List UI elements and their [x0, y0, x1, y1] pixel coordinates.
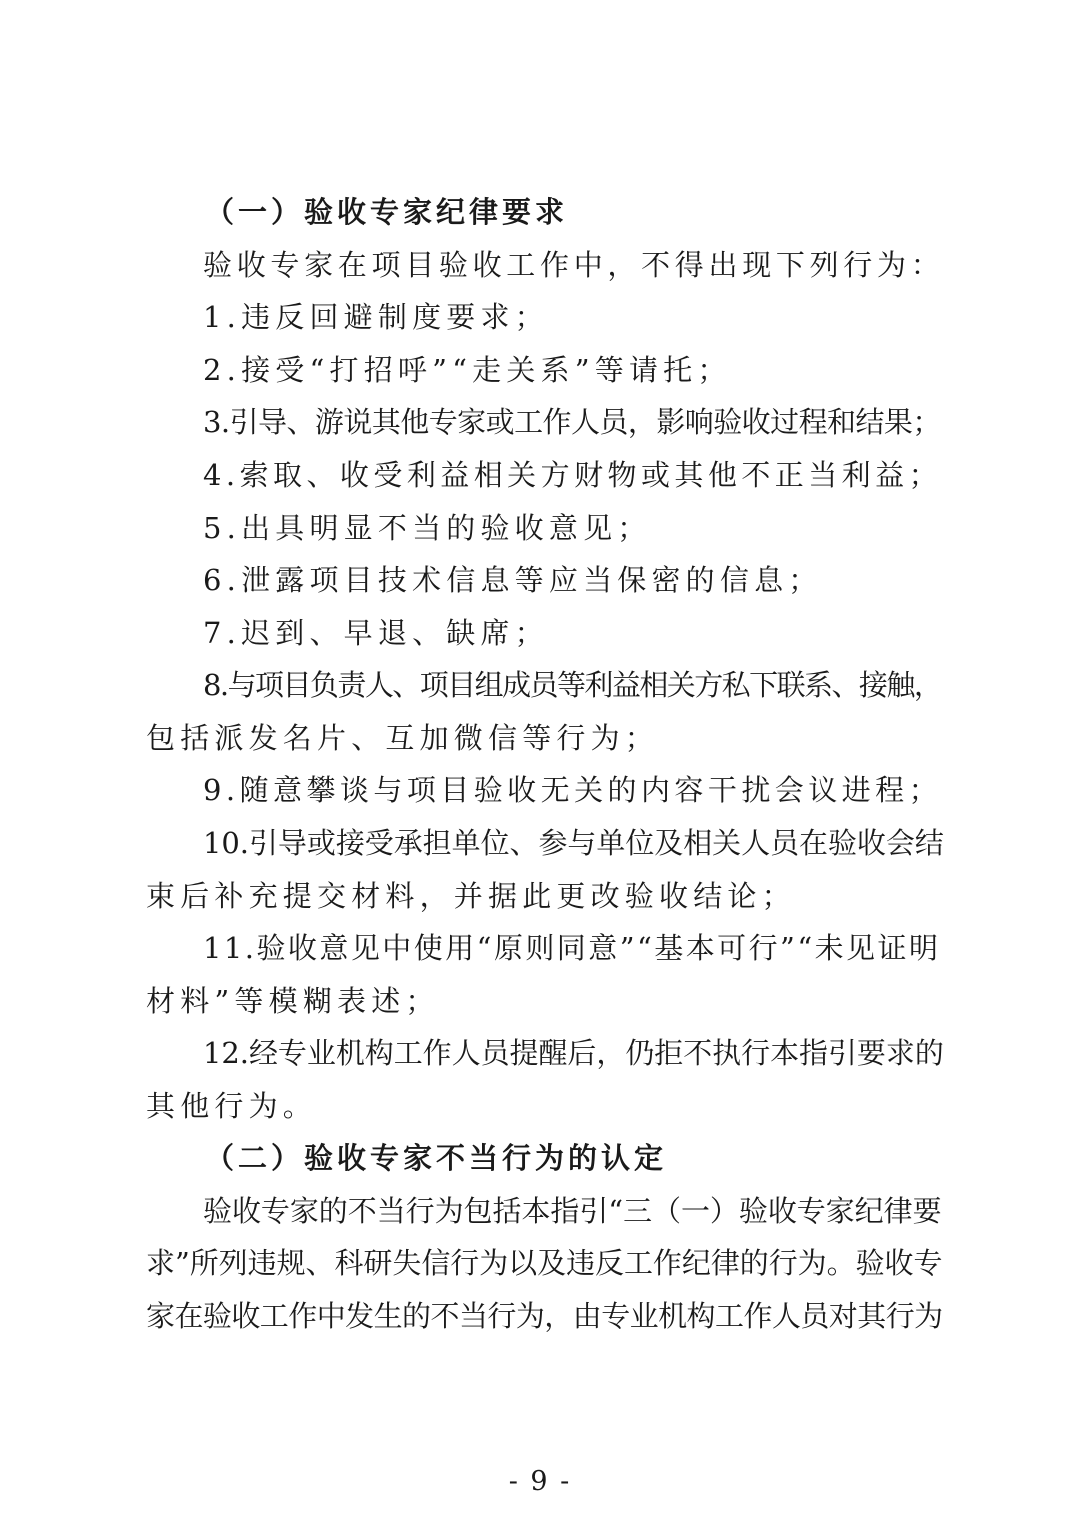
- list-item-continuation: 包括派发名片、互加微信等行为；: [146, 721, 660, 755]
- list-item: 4.索取、收受利益相关方财物或其他不正当利益；: [203, 458, 943, 492]
- list-item: 3.引导、游说其他专家或工作人员，影响验收过程和结果；: [203, 405, 941, 439]
- list-item: 11.验收意见中使用“原则同意”“基本可行”“未见证明: [203, 931, 941, 965]
- list-item: 7.迟到、早退、缺席；: [203, 616, 549, 650]
- list-item: 6.泄露项目技术信息等应当保密的信息；: [203, 563, 823, 597]
- list-item: 2.接受“打招呼”“走关系”等请托；: [203, 353, 732, 387]
- list-item-continuation: 材料”等模糊表述；: [146, 984, 440, 1018]
- list-item-continuation: 其他行为。: [146, 1089, 318, 1123]
- section-2-heading: （二）验收专家不当行为的认定: [205, 1141, 668, 1175]
- list-item-continuation: 束后补充提交材料，并据此更改验收结论；: [146, 879, 796, 913]
- section-1-heading: （一）验收专家纪律要求: [205, 195, 569, 229]
- list-item: 10.引导或接受承担单位、参与单位及相关人员在验收会结: [203, 826, 944, 860]
- list-item: 5.出具明显不当的验收意见；: [203, 511, 652, 545]
- section-1-intro: 验收专家在项目验收工作中，不得出现下列行为：: [203, 248, 945, 282]
- paragraph-line: 验收专家的不当行为包括本指引“三（一）验收专家纪律要: [203, 1194, 942, 1228]
- paragraph-line: 家在验收工作中发生的不当行为，由专业机构工作人员对其行为: [146, 1299, 943, 1333]
- paragraph-line: 求”所列违规、科研失信行为以及违反工作纪律的行为。验收专: [146, 1246, 943, 1280]
- list-item: 9.随意攀谈与项目验收无关的内容干扰会议进程；: [203, 773, 943, 807]
- list-item: 12.经专业机构工作人员提醒后，仍拒不执行本指引要求的: [203, 1036, 944, 1070]
- page-number: - 9 -: [508, 1466, 572, 1497]
- list-item: 8.与项目负责人、项目组成员等利益相关方私下联系、接触，: [203, 668, 942, 702]
- list-item: 1.违反回避制度要求；: [203, 300, 549, 334]
